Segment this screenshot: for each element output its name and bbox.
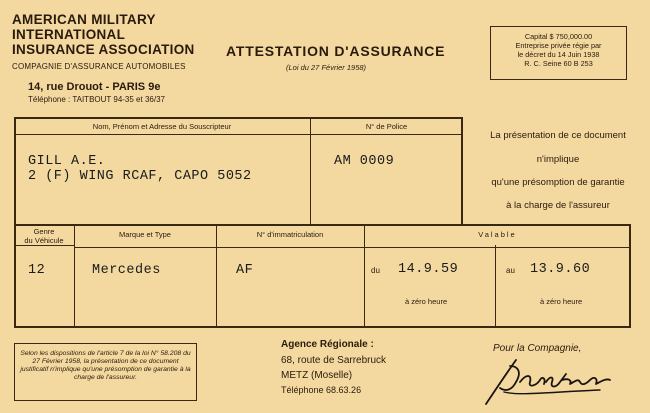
valid-to: 13.9.60	[530, 262, 591, 277]
capital-line: R. C. Seine 60 B 253	[524, 59, 593, 68]
signature-label: Pour la Compagnie,	[493, 343, 582, 354]
vehicle-genre: 12	[28, 263, 46, 278]
policy-header: N° de Police	[365, 122, 408, 131]
divider	[216, 224, 217, 328]
au-label: au	[506, 266, 515, 275]
marque-header: Marque et Type	[119, 230, 171, 239]
company-phone: Téléphone : TAITBOUT 94-35 et 36/37	[28, 95, 165, 104]
company-subtitle: COMPAGNIE D'ASSURANCE AUTOMOBILES	[12, 62, 186, 71]
divider	[364, 224, 365, 328]
divider	[74, 224, 75, 328]
divider	[14, 134, 463, 135]
vehicle-immat: AF	[236, 263, 254, 278]
valable-header: Valable	[478, 230, 517, 239]
genre-header	[14, 227, 74, 245]
subscriber-address: 2 (F) WING RCAF, CAPO 5052	[28, 169, 252, 184]
vehicle-marque: Mercedes	[92, 263, 161, 278]
side-note-line: qu'une présomption de garantie	[491, 177, 625, 188]
subscriber-header: Nom, Prénom et Adresse du Souscripteur	[92, 122, 232, 131]
du-label: du	[371, 266, 380, 275]
signature-image	[480, 352, 620, 410]
capital-line: Capital $ 750,000.00	[524, 32, 593, 41]
company-name-line: INSURANCE ASSOCIATION	[12, 42, 195, 57]
side-note-line: à la charge de l'assureur	[506, 200, 610, 211]
zero-heure-from: à zéro heure	[405, 297, 448, 306]
agence-line: Téléphone 68.63.26	[281, 385, 362, 395]
company-address: 14, rue Drouot - PARIS 9e	[28, 81, 161, 93]
company-name	[12, 12, 195, 57]
company-name-line: INTERNATIONAL	[12, 27, 126, 42]
capital-line: Entreprise privée régie par	[515, 41, 602, 50]
genre-header-line: Genre	[33, 227, 55, 236]
genre-header-line: du Véhicule	[24, 236, 64, 245]
agence-title: Agence Régionale :	[281, 339, 374, 350]
capital-box	[490, 26, 627, 80]
capital-line: le décret du 14 Juin 1938	[517, 50, 600, 59]
company-name-line: AMERICAN MILITARY	[12, 12, 156, 27]
divider	[14, 245, 74, 246]
zero-heure-to: à zéro heure	[540, 297, 583, 306]
agence-line: 68, route de Sarrebruck	[281, 355, 387, 366]
divider	[495, 245, 496, 328]
agence-line: METZ (Moselle)	[281, 370, 353, 381]
divider	[74, 247, 631, 248]
document-law: (Loi du 27 Février 1958)	[286, 63, 367, 72]
policy-number: AM 0009	[334, 154, 395, 169]
subscriber-name: GILL A.E.	[28, 154, 106, 169]
immat-header: N° d'immatriculation	[256, 230, 324, 239]
valid-from: 14.9.59	[398, 262, 459, 277]
footnote: Selon les dispositions de l'article 7 de la loi N° 58.208 du 27 Février 1958, la présentation de ce document justificatif n'implique qu'une présomption de garantie à la charge de l'assureur.	[14, 343, 197, 401]
side-note-line: n'implique	[536, 154, 580, 165]
side-note-line: La présentation de ce document	[490, 130, 626, 141]
document-title: ATTESTATION D'ASSURANCE	[226, 43, 446, 59]
